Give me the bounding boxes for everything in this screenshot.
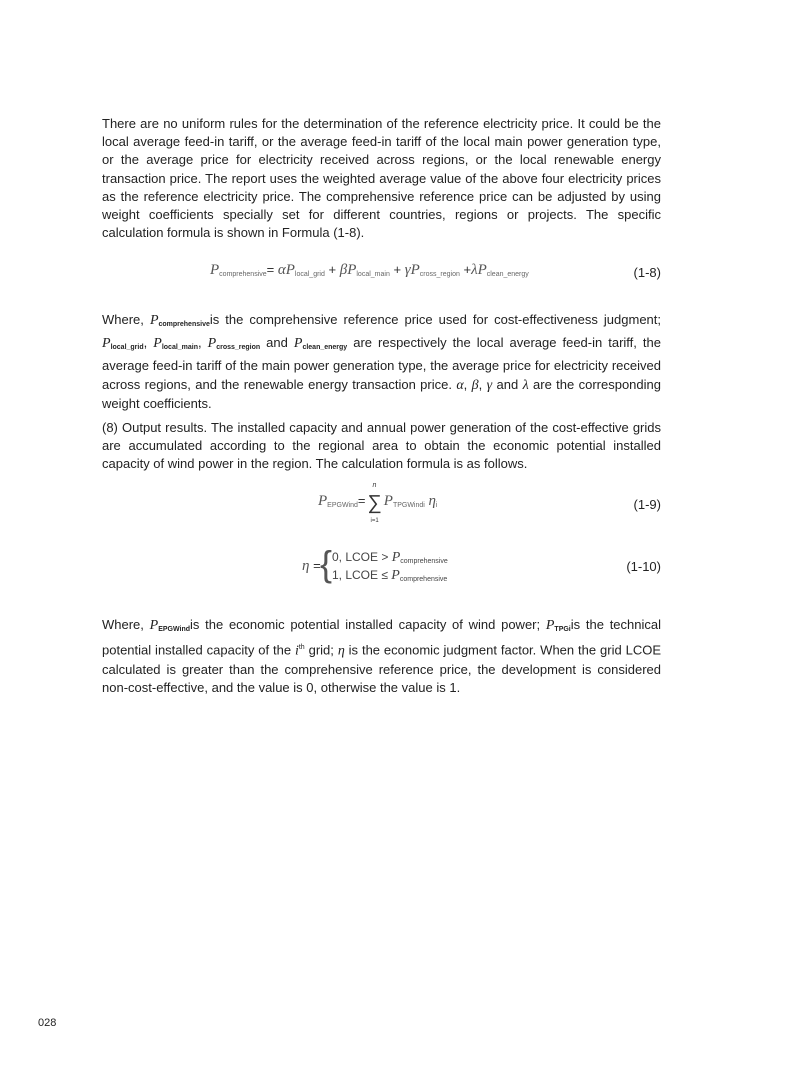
case-2: 1, LCOE ≤ $P_{comprehensive}$	[332, 568, 448, 583]
paragraph-where-2: Where, $P_{EPGWind}is$ the economic potential installed capacity of wind power; $P_{TPGi}is$ the technical potential installed capacity of the $i^{th}$ grid; η is the economic judgment factor. When the grid LCOE calculated is greater than the comprehensive reference price, the development is considered non-cost-effective, and the value is 0, otherwise the value is 1.	[102, 617, 661, 695]
page-number: 028	[38, 1017, 57, 1029]
formula-1-9: $P_{EPGWind}=$ ∑ n i=1 $P_{TPGWindi}$ $\eta_i$	[318, 482, 438, 524]
paragraph-where-1: Where, $P_{comprehensive}is$ the comprehensive reference price used for cost-effectiveness judgment; $P_{local\_grid}$, $P_{local\_main}$, $P_{cross\_region}$ and $P_{clean\_energy}$ are respectively the local average feed-in tariff, the average feed-in tariff of the main power generation type, the average price for electricity received across regions, and the renewable energy transaction price. α, β, γ and λ are the corresponding weight coefficients.	[102, 312, 662, 411]
paragraph-output-results: (8) Output results. The installed capacity and annual power generation of the cost-effective grids are accumulated according to the regional area to obtain the economic potential installed capacity of wind power in the region. The calculation formula is as follows.	[102, 420, 661, 472]
case-1: 0, LCOE > $P_{comprehensive}$	[332, 550, 448, 565]
formula-number: (1-9)	[633, 497, 661, 512]
formula-number: (1-10)	[626, 559, 661, 574]
formula-number: (1-8)	[633, 265, 661, 280]
formula-1-8: $P_{comprehensive}= \alpha P_{local\_grid} + \beta P_{local\_main} + \gamma P_{cross\_region} +\lambda P_{clean\_energy}$	[210, 262, 529, 278]
brace: {	[320, 543, 333, 584]
sum-symbol: ∑ n i=1	[367, 482, 382, 524]
paragraph-reference-price: There are no uniform rules for the determination of the reference electricity price. It could be the local average feed-in tariff, or the average feed-in tariff of the local main power generation type, or the average price for electricity received across regions, or the local renewable energy transaction price. The report uses the weighted average value of the above four electricity prices as the reference electricity price. The comprehensive reference price can be adjusted by using weight coefficients specially set for different countries, regions or projects. The specific calculation formula is shown in Formula (1-8).	[102, 116, 661, 241]
formula-1-10-lhs: η =	[302, 558, 321, 574]
